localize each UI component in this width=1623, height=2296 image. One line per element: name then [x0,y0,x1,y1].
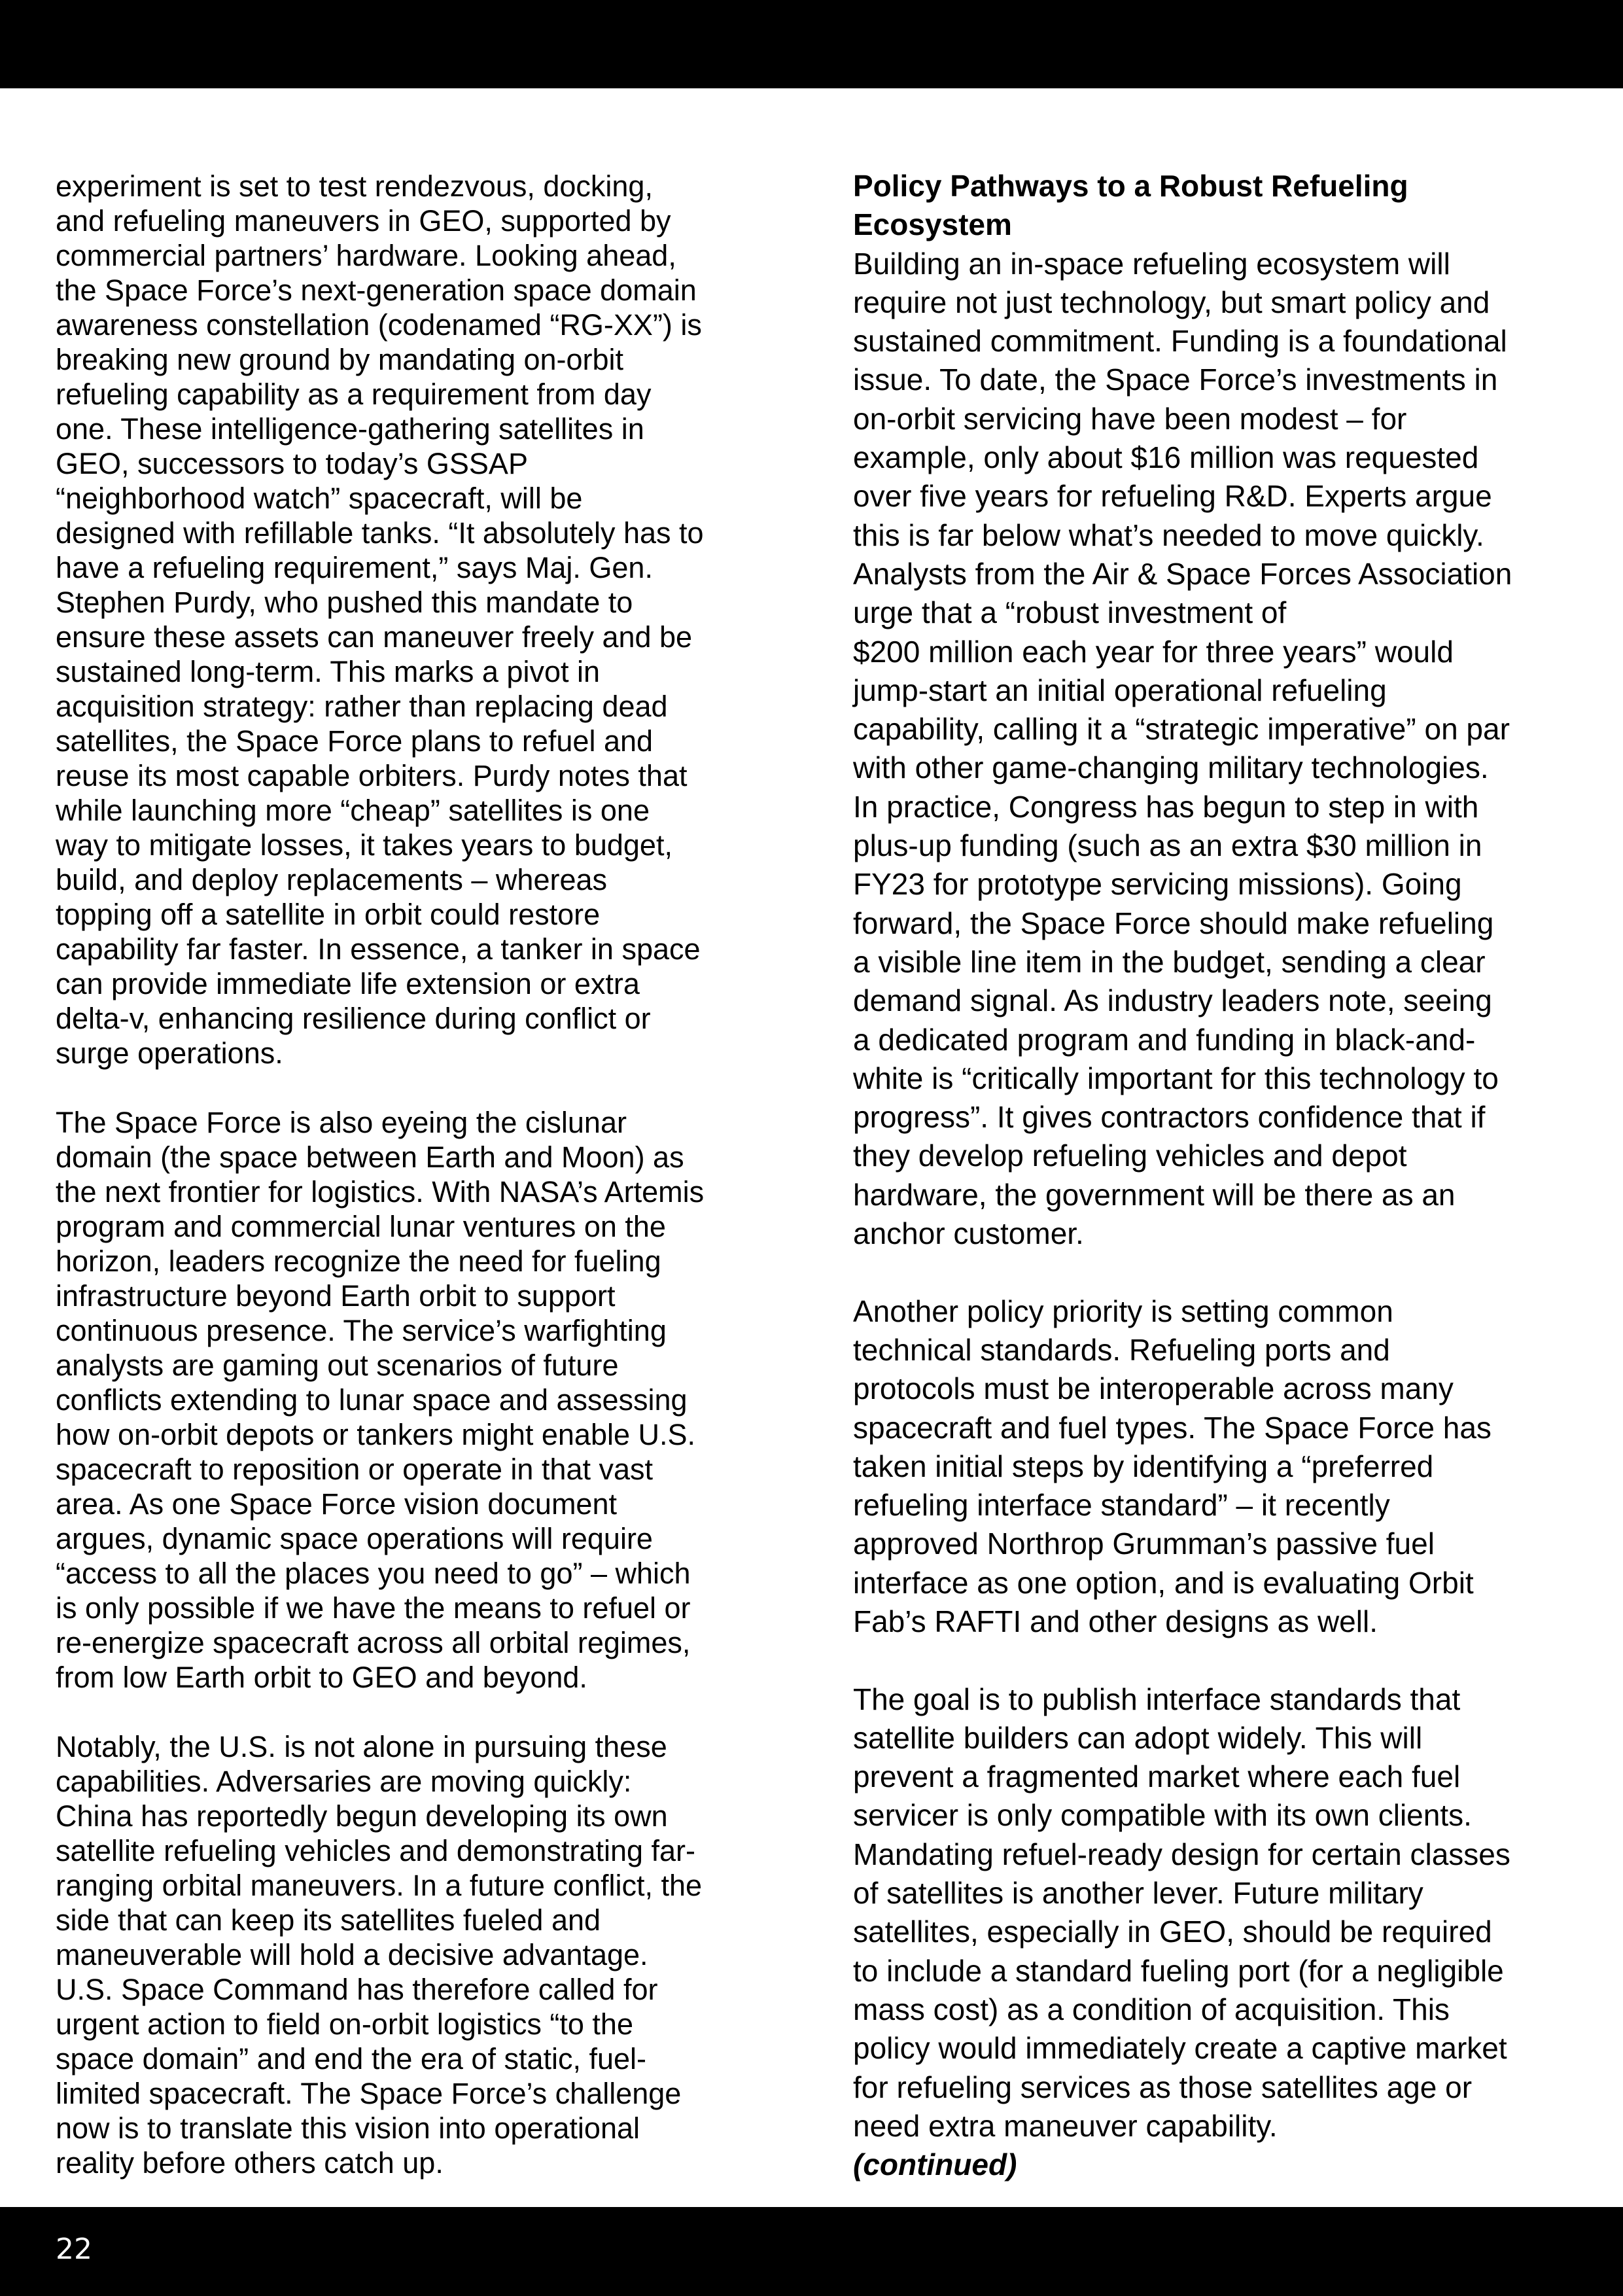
text-line: a visible line item in the budget, sending a clear [853,944,1486,979]
paragraph [853,245,1579,1254]
section-heading [853,167,1579,245]
text-line: way to mitigate losses, it takes years to budget, [56,828,672,862]
text-line: analysts are gaming out scenarios of future [56,1349,619,1382]
text-line: FY23 for prototype servicing missions). Going [853,867,1462,902]
text-line: to include a standard fueling port (for a negligible [853,1953,1504,1988]
text-line: capability far faster. In essence, a tanker in space [56,932,701,966]
text-line: The Space Force is also eyeing the cislunar [56,1106,627,1139]
text-line: The goal is to publish interface standards that [853,1682,1461,1716]
text-line: need extra maneuver capability. [853,2108,1278,2143]
top-bar [0,0,1623,88]
text-line: mass cost) as a condition of acquisition. This [853,1992,1450,2026]
text-line: jump-start an initial operational refueling [853,673,1387,707]
text-line: reality before others catch up. [56,2146,444,2180]
text-line: continuous presence. The service’s warfighting [56,1314,667,1347]
text-line: sustained commitment. Funding is a foundational [853,324,1507,359]
text-line: progress”. It gives contractors confidence that if [853,1100,1486,1135]
text-line: GEO, successors to today’s GSSAP [56,447,528,480]
text-line: now is to translate this vision into operational [56,2111,640,2145]
text-line: from low Earth orbit to GEO and beyond. [56,1661,587,1694]
text-line: Notably, the U.S. is not alone in pursuing these [56,1730,667,1763]
text-line: Stephen Purdy, who pushed this mandate to [56,586,633,619]
text-line: capabilities. Adversaries are moving quickly: [56,1765,632,1798]
text-line: is only possible if we have the means to refuel or [56,1591,691,1625]
text-line: on-orbit servicing have been modest – for [853,401,1407,436]
text-line: designed with refillable tanks. “It absolutely has to [56,516,704,550]
text-line: hardware, the government will be there as an [853,1177,1456,1212]
text-line: ranging orbital maneuvers. In a future conflict, the [56,1869,703,1902]
paragraph [853,1680,1579,2146]
text-line: how on-orbit depots or tankers might enable U.S. [56,1418,696,1451]
text-line: protocols must be interoperable across many [853,1371,1454,1406]
text-line: have a refueling requirement,” says Maj. Gen. [56,551,653,584]
text-line: forward, the Space Force should make refueling [853,906,1494,940]
text-line: Building an in-space refueling ecosystem will [853,246,1450,281]
text-line: experiment is set to test rendezvous, docking, [56,169,653,203]
paragraph [56,1105,782,1695]
text-line: require not just technology, but smart policy and [853,285,1490,319]
text-line: Mandating refuel-ready design for certain classes [853,1837,1510,1871]
text-line: Another policy priority is setting common [853,1294,1393,1328]
text-line: infrastructure beyond Earth orbit to support [56,1279,616,1313]
text-line: “neighborhood watch” spacecraft, will be [56,482,583,515]
text-line: plus-up funding (such as an extra $30 million in [853,828,1482,863]
text-line: white is “critically important for this technology to [853,1061,1499,1095]
text-line: and refueling maneuvers in GEO, supported by [56,204,671,238]
text-line: over five years for refueling R&D. Experts argue [853,479,1492,514]
text-line: build, and deploy replacements – whereas [56,863,608,896]
text-line: anchor customer. [853,1216,1084,1251]
text-line: policy would immediately create a captive market [853,2031,1507,2066]
text-line: spacecraft and fuel types. The Space Force has [853,1410,1492,1445]
text-line: spacecraft to reposition or operate in that vast [56,1453,654,1486]
text-line: Fab’s RAFTI and other designs as well. [853,1604,1378,1638]
text-line: this is far below what’s needed to move quickly. [853,518,1484,552]
text-line: side that can keep its satellites fueled and [56,1903,601,1937]
text-line: topping off a satellite in orbit could restore [56,898,601,931]
text-line: $200 million each year for three years” would [853,634,1454,669]
text-line: program and commercial lunar ventures on the [56,1210,666,1243]
text-line: refueling interface standard” – it recently [853,1488,1390,1523]
text-line: they develop refueling vehicles and depot [853,1139,1407,1173]
text-line: can provide immediate life extension or extra [56,967,640,1000]
text-line: argues, dynamic space operations will require [56,1522,653,1555]
text-line: Policy Pathways to a Robust Refueling [853,169,1408,203]
page-number: 22 [56,2233,92,2266]
text-line: technical standards. Refueling ports and [853,1332,1390,1367]
text-line: acquisition strategy: rather than replacing dead [56,690,668,723]
text-line: demand signal. As industry leaders note, seeing [853,983,1492,1018]
right-column [853,167,1579,2184]
text-line: one. These intelligence-gathering satellites in [56,412,644,446]
text-line: the Space Force’s next-generation space domain [56,274,697,307]
text-line: awareness constellation (codenamed “RG-XX”) is [56,308,702,342]
left-column [56,169,782,2180]
text-line: area. As one Space Force vision document [56,1487,617,1521]
text-line: China has reportedly begun developing its own [56,1799,668,1833]
text-line: In practice, Congress has begun to step in with [853,789,1479,824]
paragraph [56,1729,782,2180]
text-line: interface as one option, and is evaluating Orbit [853,1565,1474,1600]
paragraph [56,169,782,1070]
text-line: satellite builders can adopt widely. This will [853,1720,1423,1755]
text-line: sustained long-term. This marks a pivot in [56,655,601,688]
text-line: Analysts from the Air & Space Forces Association [853,556,1512,591]
text-line: with other game-changing military technologies. [853,751,1489,785]
text-line: a dedicated program and funding in black-and- [853,1022,1476,1057]
text-line: issue. To date, the Space Force’s investments in [853,362,1498,397]
text-line: approved Northrop Grumman’s passive fuel [853,1527,1435,1561]
text-line: of satellites is another lever. Future military [853,1876,1423,1911]
paragraph [853,1292,1579,1642]
text-line: reuse its most capable orbiters. Purdy notes that [56,759,688,792]
text-line: satellites, especially in GEO, should be required [853,1915,1492,1949]
text-line: limited spacecraft. The Space Force’s challenge [56,2077,682,2110]
text-line: capability, calling it a “strategic imperative” on par [853,712,1510,747]
text-line: prevent a fragmented market where each fuel [853,1759,1461,1794]
text-line: ensure these assets can maneuver freely and be [56,620,693,654]
text-line: space domain” and end the era of static, fuel- [56,2042,647,2075]
text-line: commercial partners’ hardware. Looking ahead, [56,239,676,272]
text-line: breaking new ground by mandating on-orbit [56,343,624,376]
text-line: satellites, the Space Force plans to refuel and [56,724,654,758]
text-line: surge operations. [56,1036,283,1070]
text-line: while launching more “cheap” satellites is one [56,794,650,827]
text-line: satellite refueling vehicles and demonstrating far- [56,1834,696,1867]
text-line: for refueling services as those satellites age or [853,2070,1473,2104]
text-line: horizon, leaders recognize the need for fueling [56,1245,661,1278]
text-line: example, only about $16 million was requested [853,440,1479,475]
text-line: “access to all the places you need to go” – which [56,1557,691,1590]
text-line: delta-v, enhancing resilience during conflict or [56,1002,651,1035]
text-line: re-energize spacecraft across all orbital regimes, [56,1626,691,1659]
text-line: urge that a “robust investment of [853,595,1287,630]
text-line: U.S. Space Command has therefore called for [56,1973,658,2006]
continued-label: (continued) [853,2147,1017,2182]
text-line: maneuverable will hold a decisive advantage. [56,1938,648,1971]
text-line: Ecosystem [853,207,1012,242]
text-line: urgent action to field on-orbit logistics “to the [56,2007,633,2041]
text-line: taken initial steps by identifying a “preferred [853,1449,1434,1483]
text-line: domain (the space between Earth and Moon) as [56,1140,684,1174]
footer-bar [0,2207,1623,2296]
text-line: refueling capability as a requirement from day [56,378,652,411]
text-line: the next frontier for logistics. With NASA’s Artemis [56,1175,705,1209]
text-line: servicer is only compatible with its own clients. [853,1798,1472,1833]
text-line: conflicts extending to lunar space and assessing [56,1383,688,1417]
